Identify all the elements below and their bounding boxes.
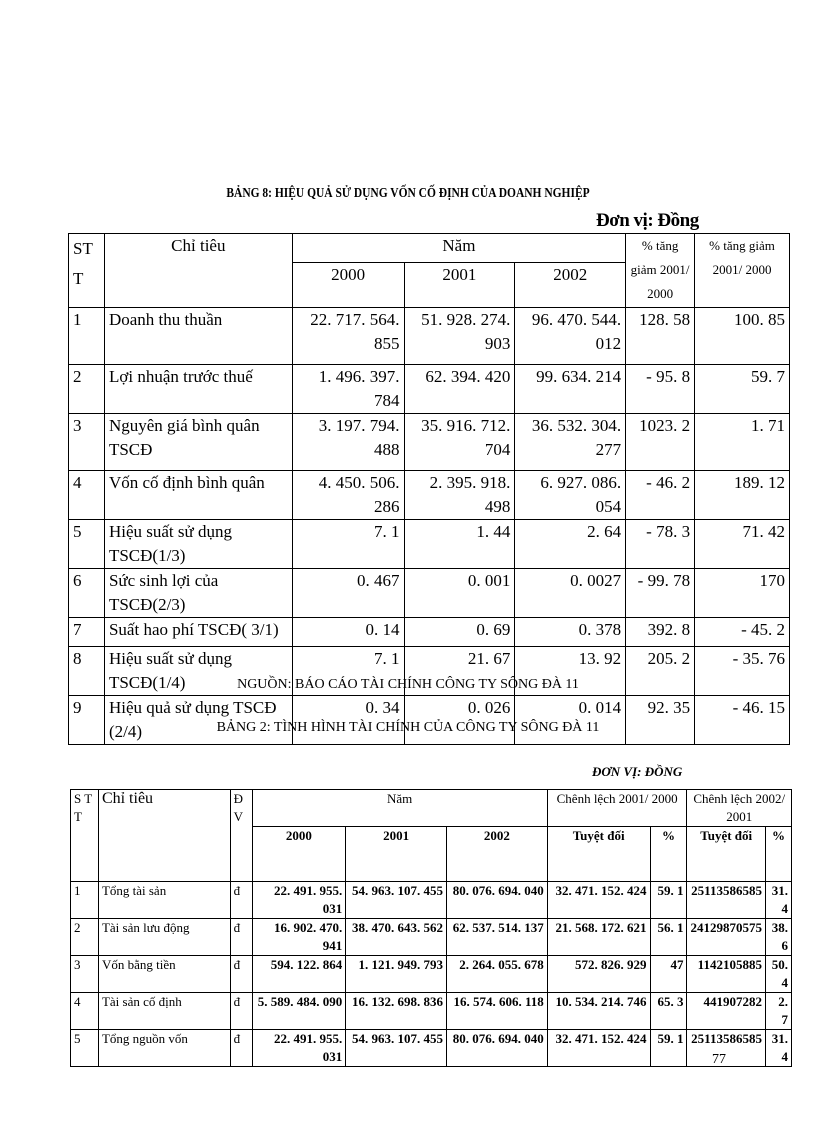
row-abs-diff-1: 572. 826. 929: [547, 956, 650, 993]
row-stt: 2: [71, 919, 99, 956]
row-value-2002: 0. 378: [515, 618, 626, 647]
row-pct1: - 95. 8: [626, 365, 695, 414]
row-value-2002: 96. 470. 544. 012: [515, 308, 626, 365]
row-stt: 5: [71, 1030, 99, 1067]
row-abs-diff-2: 24129870575: [687, 919, 766, 956]
row-value-2002: 0. 014: [515, 696, 626, 745]
row-stt: 2: [69, 365, 105, 414]
row-value-2002: 2. 64: [515, 520, 626, 569]
row-pct-2: 50. 4: [765, 956, 791, 993]
t1-header-chi-tieu: Chỉ tiêu: [104, 234, 292, 308]
row-stt: 5: [69, 520, 105, 569]
row-dv: đ: [230, 1030, 252, 1067]
row-stt: 4: [71, 993, 99, 1030]
row-value-2000: 0. 467: [292, 569, 404, 618]
row-value-2000: 22. 491. 955. 031: [252, 882, 346, 919]
row-pct-1: 59. 1: [650, 1030, 687, 1067]
row-pct2: - 35. 76: [695, 647, 790, 696]
row-name: Vốn bằng tiền: [98, 956, 230, 993]
row-name: Nguyên giá bình quân TSCĐ: [104, 414, 292, 471]
table-row: [71, 956, 792, 993]
row-abs-diff-2: 441907282: [687, 993, 766, 1030]
row-pct-1: 65. 3: [650, 993, 687, 1030]
row-dv: đ: [230, 993, 252, 1030]
row-stt: 7: [69, 618, 105, 647]
t1-header-nam: Năm: [292, 234, 625, 263]
row-value-2001: 0. 001: [404, 569, 515, 618]
row-name: Doanh thu thuần: [104, 308, 292, 365]
row-value-2000: 594. 122. 864: [252, 956, 346, 993]
row-pct2: 1. 71: [695, 414, 790, 471]
row-name: Hiệu suất sử dụng TSCĐ(1/4): [104, 647, 292, 696]
table-row: [71, 993, 792, 1030]
t2-header-stt: S T T: [71, 790, 99, 882]
row-pct2: 170: [695, 569, 790, 618]
row-dv: đ: [230, 919, 252, 956]
row-value-2000: 1. 496. 397. 784: [292, 365, 404, 414]
row-value-2002: 36. 532. 304. 277: [515, 414, 626, 471]
table-row: [71, 882, 792, 919]
table-row: [69, 308, 790, 365]
row-value-2000: 4. 450. 506. 286: [292, 471, 404, 520]
page-number: 77: [712, 1052, 726, 1067]
row-value-2000: 3. 197. 794. 488: [292, 414, 404, 471]
table1-title: BẢNG 8: HIỆU QUẢ SỬ DỤNG VỐN CỐ ĐỊNH CỦA DOANH NGHIỆP: [226, 186, 590, 201]
row-name: Tài sản lưu động: [98, 919, 230, 956]
row-pct1: 205. 2: [626, 647, 695, 696]
t2-header-cl2: Chênh lệch 2002/ 2001: [687, 790, 792, 827]
source-note: NGUỒN: BÁO CÁO TÀI CHÍNH CÔNG TY SÔNG ĐÀ 11: [237, 677, 579, 692]
row-value-2001: 35. 916. 712. 704: [404, 414, 515, 471]
t2-header-dv: Đ V: [230, 790, 252, 882]
row-value-2002: 80. 076. 694. 040: [447, 1030, 548, 1067]
t2-header-pct1: %: [650, 827, 687, 882]
row-value-2000: 22. 491. 955. 031: [252, 1030, 346, 1067]
row-value-2000: 16. 902. 470. 941: [252, 919, 346, 956]
t2-header-tuyet-doi-2: Tuyệt đối: [687, 827, 766, 882]
row-stt: 1: [69, 308, 105, 365]
row-stt: 3: [69, 414, 105, 471]
row-pct2: 71. 42: [695, 520, 790, 569]
row-value-2000: 7. 1: [292, 647, 404, 696]
table2-unit: ĐƠN VỊ: ĐỒNG: [592, 764, 683, 779]
table-row: [69, 414, 790, 471]
row-pct2: 59. 7: [695, 365, 790, 414]
row-stt: 1: [71, 882, 99, 919]
row-pct1: 1023. 2: [626, 414, 695, 471]
row-abs-diff-2: 1142105885: [687, 956, 766, 993]
row-pct2: - 46. 15: [695, 696, 790, 745]
row-name: Suất hao phí TSCĐ( 3/1): [104, 618, 292, 647]
table1-unit: Đơn vị: Đồng: [596, 210, 699, 231]
row-value-2000: 5. 589. 484. 090: [252, 993, 346, 1030]
row-pct2: 189. 12: [695, 471, 790, 520]
table-row: [69, 471, 790, 520]
row-abs-diff-1: 32. 471. 152. 424: [547, 882, 650, 919]
t2-header-cl1: Chênh lệch 2001/ 2000: [547, 790, 687, 827]
row-name: Tổng nguồn vốn: [98, 1030, 230, 1067]
row-value-2001: 2. 395. 918. 498: [404, 471, 515, 520]
row-abs-diff-1: 10. 534. 214. 746: [547, 993, 650, 1030]
row-name: Hiệu quả sử dụng TSCĐ (2/4): [104, 696, 292, 745]
row-name: Vốn cố định bình quân: [104, 471, 292, 520]
row-value-2001: 38. 470. 643. 562: [346, 919, 447, 956]
t1-header-2000: 2000: [292, 263, 404, 308]
row-value-2000: 22. 717. 564. 855: [292, 308, 404, 365]
row-value-2000: 0. 34: [292, 696, 404, 745]
row-pct1: 92. 35: [626, 696, 695, 745]
row-value-2001: 51. 928. 274. 903: [404, 308, 515, 365]
row-value-2001: 21. 67: [404, 647, 515, 696]
t1-header-pct1: % tăng giảm 2001/ 2000: [626, 234, 695, 308]
row-pct1: - 46. 2: [626, 471, 695, 520]
row-pct-1: 47: [650, 956, 687, 993]
t2-header-2002: 2002: [447, 827, 548, 882]
row-value-2002: 6. 927. 086. 054: [515, 471, 626, 520]
t2-header-pct2: %: [765, 827, 791, 882]
row-value-2001: 0. 026: [404, 696, 515, 745]
row-pct2: - 45. 2: [695, 618, 790, 647]
row-stt: 3: [71, 956, 99, 993]
row-abs-diff-2: 25113586585: [687, 882, 766, 919]
t1-header-2001: 2001: [404, 263, 515, 308]
t2-header-nam: Năm: [252, 790, 547, 827]
t2-header-2000: 2000: [252, 827, 346, 882]
row-value-2002: 62. 537. 514. 137: [447, 919, 548, 956]
row-value-2001: 1. 121. 949. 793: [346, 956, 447, 993]
row-abs-diff-1: 32. 471. 152. 424: [547, 1030, 650, 1067]
row-value-2002: 13. 92: [515, 647, 626, 696]
row-pct-2: 31. 4: [765, 882, 791, 919]
row-value-2002: 99. 634. 214: [515, 365, 626, 414]
row-name: Tổng tài sản: [98, 882, 230, 919]
row-value-2001: 1. 44: [404, 520, 515, 569]
row-value-2002: 80. 076. 694. 040: [447, 882, 548, 919]
row-value-2000: 7. 1: [292, 520, 404, 569]
row-pct1: - 99. 78: [626, 569, 695, 618]
row-name: Tài sản cố định: [98, 993, 230, 1030]
row-stt: 4: [69, 471, 105, 520]
row-pct2: 100. 85: [695, 308, 790, 365]
t2-header-chi-tieu: Chỉ tiêu: [98, 790, 230, 882]
t2-header-tuyet-doi-1: Tuyệt đối: [547, 827, 650, 882]
row-pct-2: 38. 6: [765, 919, 791, 956]
table2: [70, 789, 792, 1067]
row-value-2002: 2. 264. 055. 678: [447, 956, 548, 993]
row-value-2001: 62. 394. 420: [404, 365, 515, 414]
row-value-2002: 0. 0027: [515, 569, 626, 618]
row-value-2001: 54. 963. 107. 455: [346, 1030, 447, 1067]
table-row: [69, 365, 790, 414]
table-row: [71, 919, 792, 956]
row-name: Hiệu suất sử dụng TSCĐ(1/3): [104, 520, 292, 569]
row-stt: 6: [69, 569, 105, 618]
table1: [68, 233, 790, 745]
row-stt: 9: [69, 696, 105, 745]
row-value-2000: 0. 14: [292, 618, 404, 647]
row-abs-diff-1: 21. 568. 172. 621: [547, 919, 650, 956]
t1-header-stt: ST T: [69, 234, 105, 308]
row-abs-diff-2: 25113586585: [687, 1030, 766, 1067]
row-pct-1: 56. 1: [650, 919, 687, 956]
row-pct1: 128. 58: [626, 308, 695, 365]
t1-header-pct2: % tăng giảm 2001/ 2000: [695, 234, 790, 308]
table-row: [69, 520, 790, 569]
row-name: Sức sinh lợi của TSCĐ(2/3): [104, 569, 292, 618]
table2-title: BẢNG 2: TÌNH HÌNH TÀI CHÍNH CỦA CÔNG TY SÔNG ĐÀ 11: [216, 720, 600, 735]
row-dv: đ: [230, 956, 252, 993]
row-value-2001: 54. 963. 107. 455: [346, 882, 447, 919]
table-row: [71, 1030, 792, 1067]
row-value-2001: 0. 69: [404, 618, 515, 647]
row-value-2001: 16. 132. 698. 836: [346, 993, 447, 1030]
t1-header-2002: 2002: [515, 263, 626, 308]
row-pct-2: 2. 7: [765, 993, 791, 1030]
row-value-2002: 16. 574. 606. 118: [447, 993, 548, 1030]
t2-header-2001: 2001: [346, 827, 447, 882]
row-pct-2: 31. 4: [765, 1030, 791, 1067]
table-row: [69, 569, 790, 618]
row-pct-1: 59. 1: [650, 882, 687, 919]
row-pct1: - 78. 3: [626, 520, 695, 569]
row-dv: đ: [230, 882, 252, 919]
row-pct1: 392. 8: [626, 618, 695, 647]
row-stt: 8: [69, 647, 105, 696]
row-name: Lợi nhuận trước thuế: [104, 365, 292, 414]
table-row: [69, 618, 790, 647]
